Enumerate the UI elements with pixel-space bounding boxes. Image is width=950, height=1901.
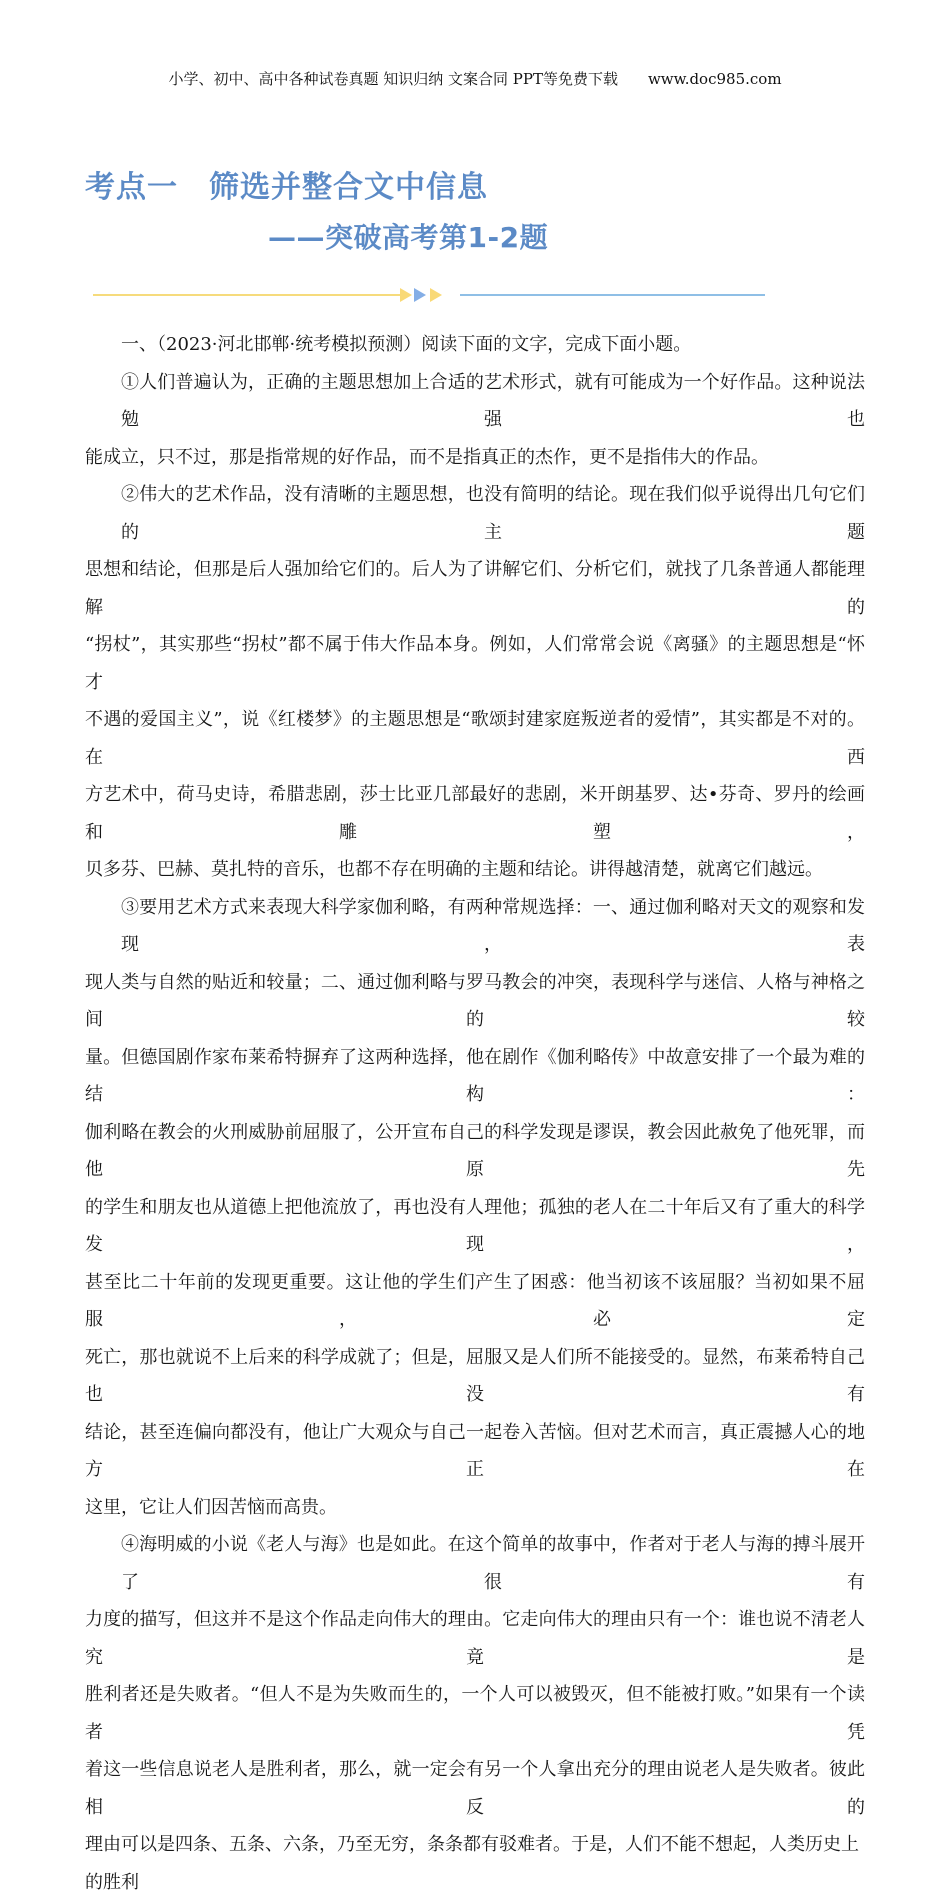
text-line: ③要用艺术方式来表现大科学家伽利略，有两种常规选择：一、通过伽利略对天文的观察和发现，表 — [121, 896, 865, 955]
text-line: 甚至比二十年前的发现更重要。这让他的学生们产生了困惑：他当初该不该屈服？当初如果不屈服，必定 — [85, 1271, 865, 1330]
document-body — [85, 326, 865, 1901]
text-line: 结论，甚至连偏向都没有，他让广大观众与自己一起卷入苦恼。但对艺术而言，真正震撼人心的地方正在 — [85, 1421, 865, 1480]
triangle-arrow-icon — [400, 288, 412, 302]
paragraph — [85, 364, 865, 477]
text-line: 这里，它让人们因苦恼而高贵。 — [85, 1496, 337, 1518]
text-line: 胜利者还是失败者。“但人不是为失败而生的，一个人可以被毁灭，但不能被打败。”如果有一个读者凭 — [85, 1684, 865, 1743]
text-line: “拐杖”，其实那些“拐杖”都不属于伟大作品本身。例如，人们常常会说《离骚》的主题思想是“怀才 — [85, 634, 865, 693]
divider-yellow-rule — [93, 294, 400, 296]
text-line: 现人类与自然的贴近和较量；二、通过伽利略与罗马教会的冲突，表现科学与迷信、人格与神格之间的较 — [85, 971, 865, 1030]
header-promo-text: 小学、初中、高中各种试卷真题 知识归纳 文案合同 PPT等免费下载 — [168, 70, 618, 88]
text-line: 一、（2023·河北邯郸·统考模拟预测）阅读下面的文字，完成下面小题。 — [121, 334, 692, 355]
text-line: 伽利略在教会的火刑威胁前屈服了，公开宣布自己的科学发现是谬误，教会因此赦免了他死罪，而他原先 — [85, 1121, 865, 1180]
paragraph — [85, 1526, 865, 1901]
site-header — [0, 68, 950, 89]
triangle-arrow-icon — [414, 288, 426, 302]
text-line: 贝多芬、巴赫、莫扎特的音乐，也都不存在明确的主题和结论。讲得越清楚，就离它们越远。 — [85, 859, 823, 880]
divider-blue-rule — [460, 294, 765, 296]
text-line: 不遇的爱国主义”，说《红楼梦》的主题思想是“歌颂封建家庭叛逆者的爱情”，其实都是不对的。在西 — [85, 709, 865, 768]
text-line: 能成立，只不过，那是指常规的好作品，而不是指真正的杰作，更不是指伟大的作品。 — [85, 446, 769, 468]
text-line: 方艺术中，荷马史诗，希腊悲剧，莎士比亚几部最好的悲剧，米开朗基罗、达•芬奇、罗丹的绘画和雕塑， — [85, 784, 865, 843]
text-line: 思想和结论，但那是后人强加给它们的。后人为了讲解它们、分析它们，就找了几条普通人都能理解的 — [85, 559, 865, 618]
text-line: 量。但德国剧作家布莱希特摒弃了这两种选择，他在剧作《伽利略传》中故意安排了一个最为难的结构： — [85, 1046, 865, 1105]
text-line: 的学生和朋友也从道德上把他流放了，再也没有人理他；孤独的老人在二十年后又有了重大的科学发现， — [85, 1196, 865, 1255]
paragraph — [85, 476, 865, 889]
text-line: ④海明威的小说《老人与海》也是如此。在这个简单的故事中，作者对于老人与海的搏斗展开了很有 — [121, 1534, 865, 1593]
text-line: 死亡，那也就说不上后来的科学成就了；但是，屈服又是人们所不能接受的。显然，布莱希特自己也没有 — [85, 1346, 865, 1405]
text-line: 力度的描写，但这并不是这个作品走向伟大的理由。它走向伟大的理由只有一个：谁也说不清老人究竟是 — [85, 1609, 865, 1668]
text-line: ①人们普遍认为，正确的主题思想加上合适的艺术形式，就有可能成为一个好作品。这种说法勉强也 — [121, 371, 865, 430]
decorative-divider — [0, 286, 950, 304]
section-title: 考点一 筛选并整合文中信息 — [85, 170, 488, 205]
triangle-arrow-icon — [430, 288, 442, 302]
text-line: ②伟大的艺术作品，没有清晰的主题思想，也没有简明的结论。现在我们似乎说得出几句它们的主题 — [121, 484, 865, 543]
paragraph — [85, 326, 865, 364]
site-url-text: www.doc985.com — [647, 70, 782, 88]
paragraph — [85, 889, 865, 1527]
section-subtitle: ——突破高考第1-2题 — [268, 221, 549, 254]
text-line: 着这一些信息说老人是胜利者，那么，就一定会有另一个人拿出充分的理由说老人是失败者。彼此相反的 — [85, 1759, 865, 1818]
text-line: 理由可以是四条、五条、六条，乃至无穷，条条都有驳难者。于是，人们不能不想起，人类历史上的胜利 — [85, 1834, 859, 1893]
